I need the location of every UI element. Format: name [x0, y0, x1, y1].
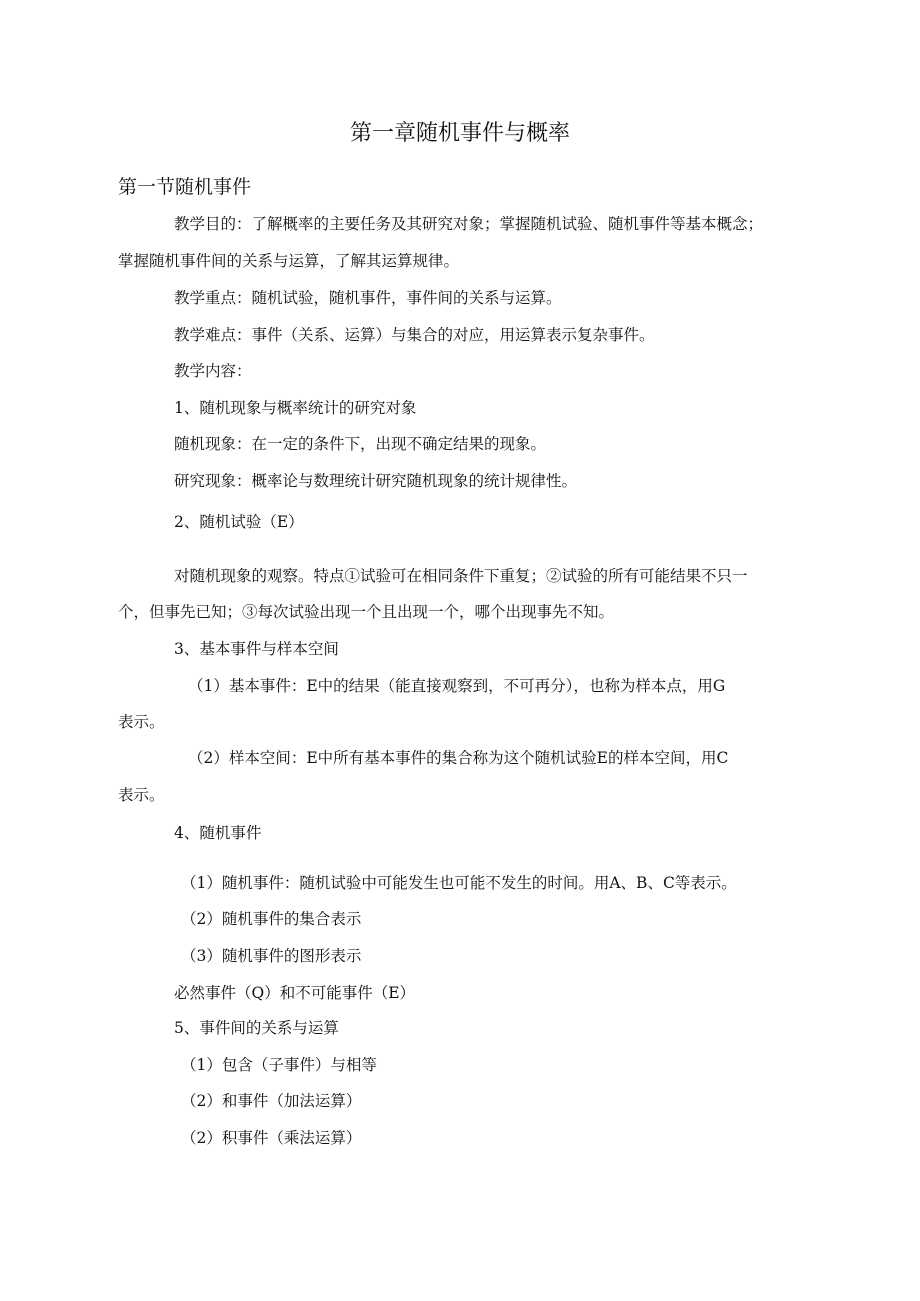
chapter-title: 第一章随机事件与概率 — [349, 121, 570, 146]
s3-item2-line-2: 表示。 — [118, 786, 165, 804]
s4-item-2: （2）随机事件的集合表示 — [181, 910, 362, 928]
s3-heading: 3、基本事件与样本空间 — [174, 640, 339, 658]
s2-heading: 2、随机试验（E） — [174, 513, 304, 531]
s5-item-1: （1）包含（子事件）与相等 — [181, 1056, 377, 1074]
s5-item-2: （2）和事件（加法运算） — [181, 1092, 362, 1110]
difficulties: 教学难点：事件（关系、运算）与集合的对应，用运算表示复杂事件。 — [174, 326, 655, 344]
s4-heading: 4、随机事件 — [174, 824, 262, 842]
s5-item-3: （2）积事件（乘法运算） — [181, 1129, 362, 1147]
key-points: 教学重点：随机试验，随机事件，事件间的关系与运算。 — [174, 289, 562, 307]
objectives-line-2: 掌握随机事件间的关系与运算，了解其运算规律。 — [118, 252, 460, 270]
s2-text-line-2: 个，但事先已知；③每次试验出现一个且出现一个，哪个出现事先不知。 — [118, 603, 615, 621]
s4-item-3: （3）随机事件的图形表示 — [181, 947, 362, 965]
objectives-line-1: 教学目的：了解概率的主要任务及其研究对象；掌握随机试验、随机事件等基本概念； — [174, 215, 764, 233]
s1-research: 研究现象：概率论与数理统计研究随机现象的统计规律性。 — [174, 472, 578, 490]
s4-item-1: （1）随机事件：随机试验中可能发生也可能不发生的时间。用A、B、C等表示。 — [181, 874, 737, 892]
s5-heading: 5、事件间的关系与运算 — [174, 1019, 339, 1037]
section-title: 第一节随机事件 — [118, 176, 252, 198]
s2-text-line-1: 对随机现象的观察。特点①试验可在相同条件下重复；②试验的所有可能结果不只一 — [174, 567, 748, 585]
s3-item1-line-1: （1）基本事件：E中的结果（能直接观察到，不可再分），也称为样本点，用G — [188, 677, 726, 695]
s1-heading: 1、随机现象与概率统计的研究对象 — [174, 399, 417, 417]
s3-item2-line-1: （2）样本空间：E中所有基本事件的集合称为这个随机试验E的样本空间，用C — [188, 749, 729, 767]
s4-certain-impossible: 必然事件（Q）和不可能事件（E） — [174, 984, 416, 1002]
s1-random-phenomenon: 随机现象：在一定的条件下，出现不确定结果的现象。 — [174, 435, 547, 453]
content-heading: 教学内容： — [174, 362, 252, 380]
s3-item1-line-2: 表示。 — [118, 713, 165, 731]
